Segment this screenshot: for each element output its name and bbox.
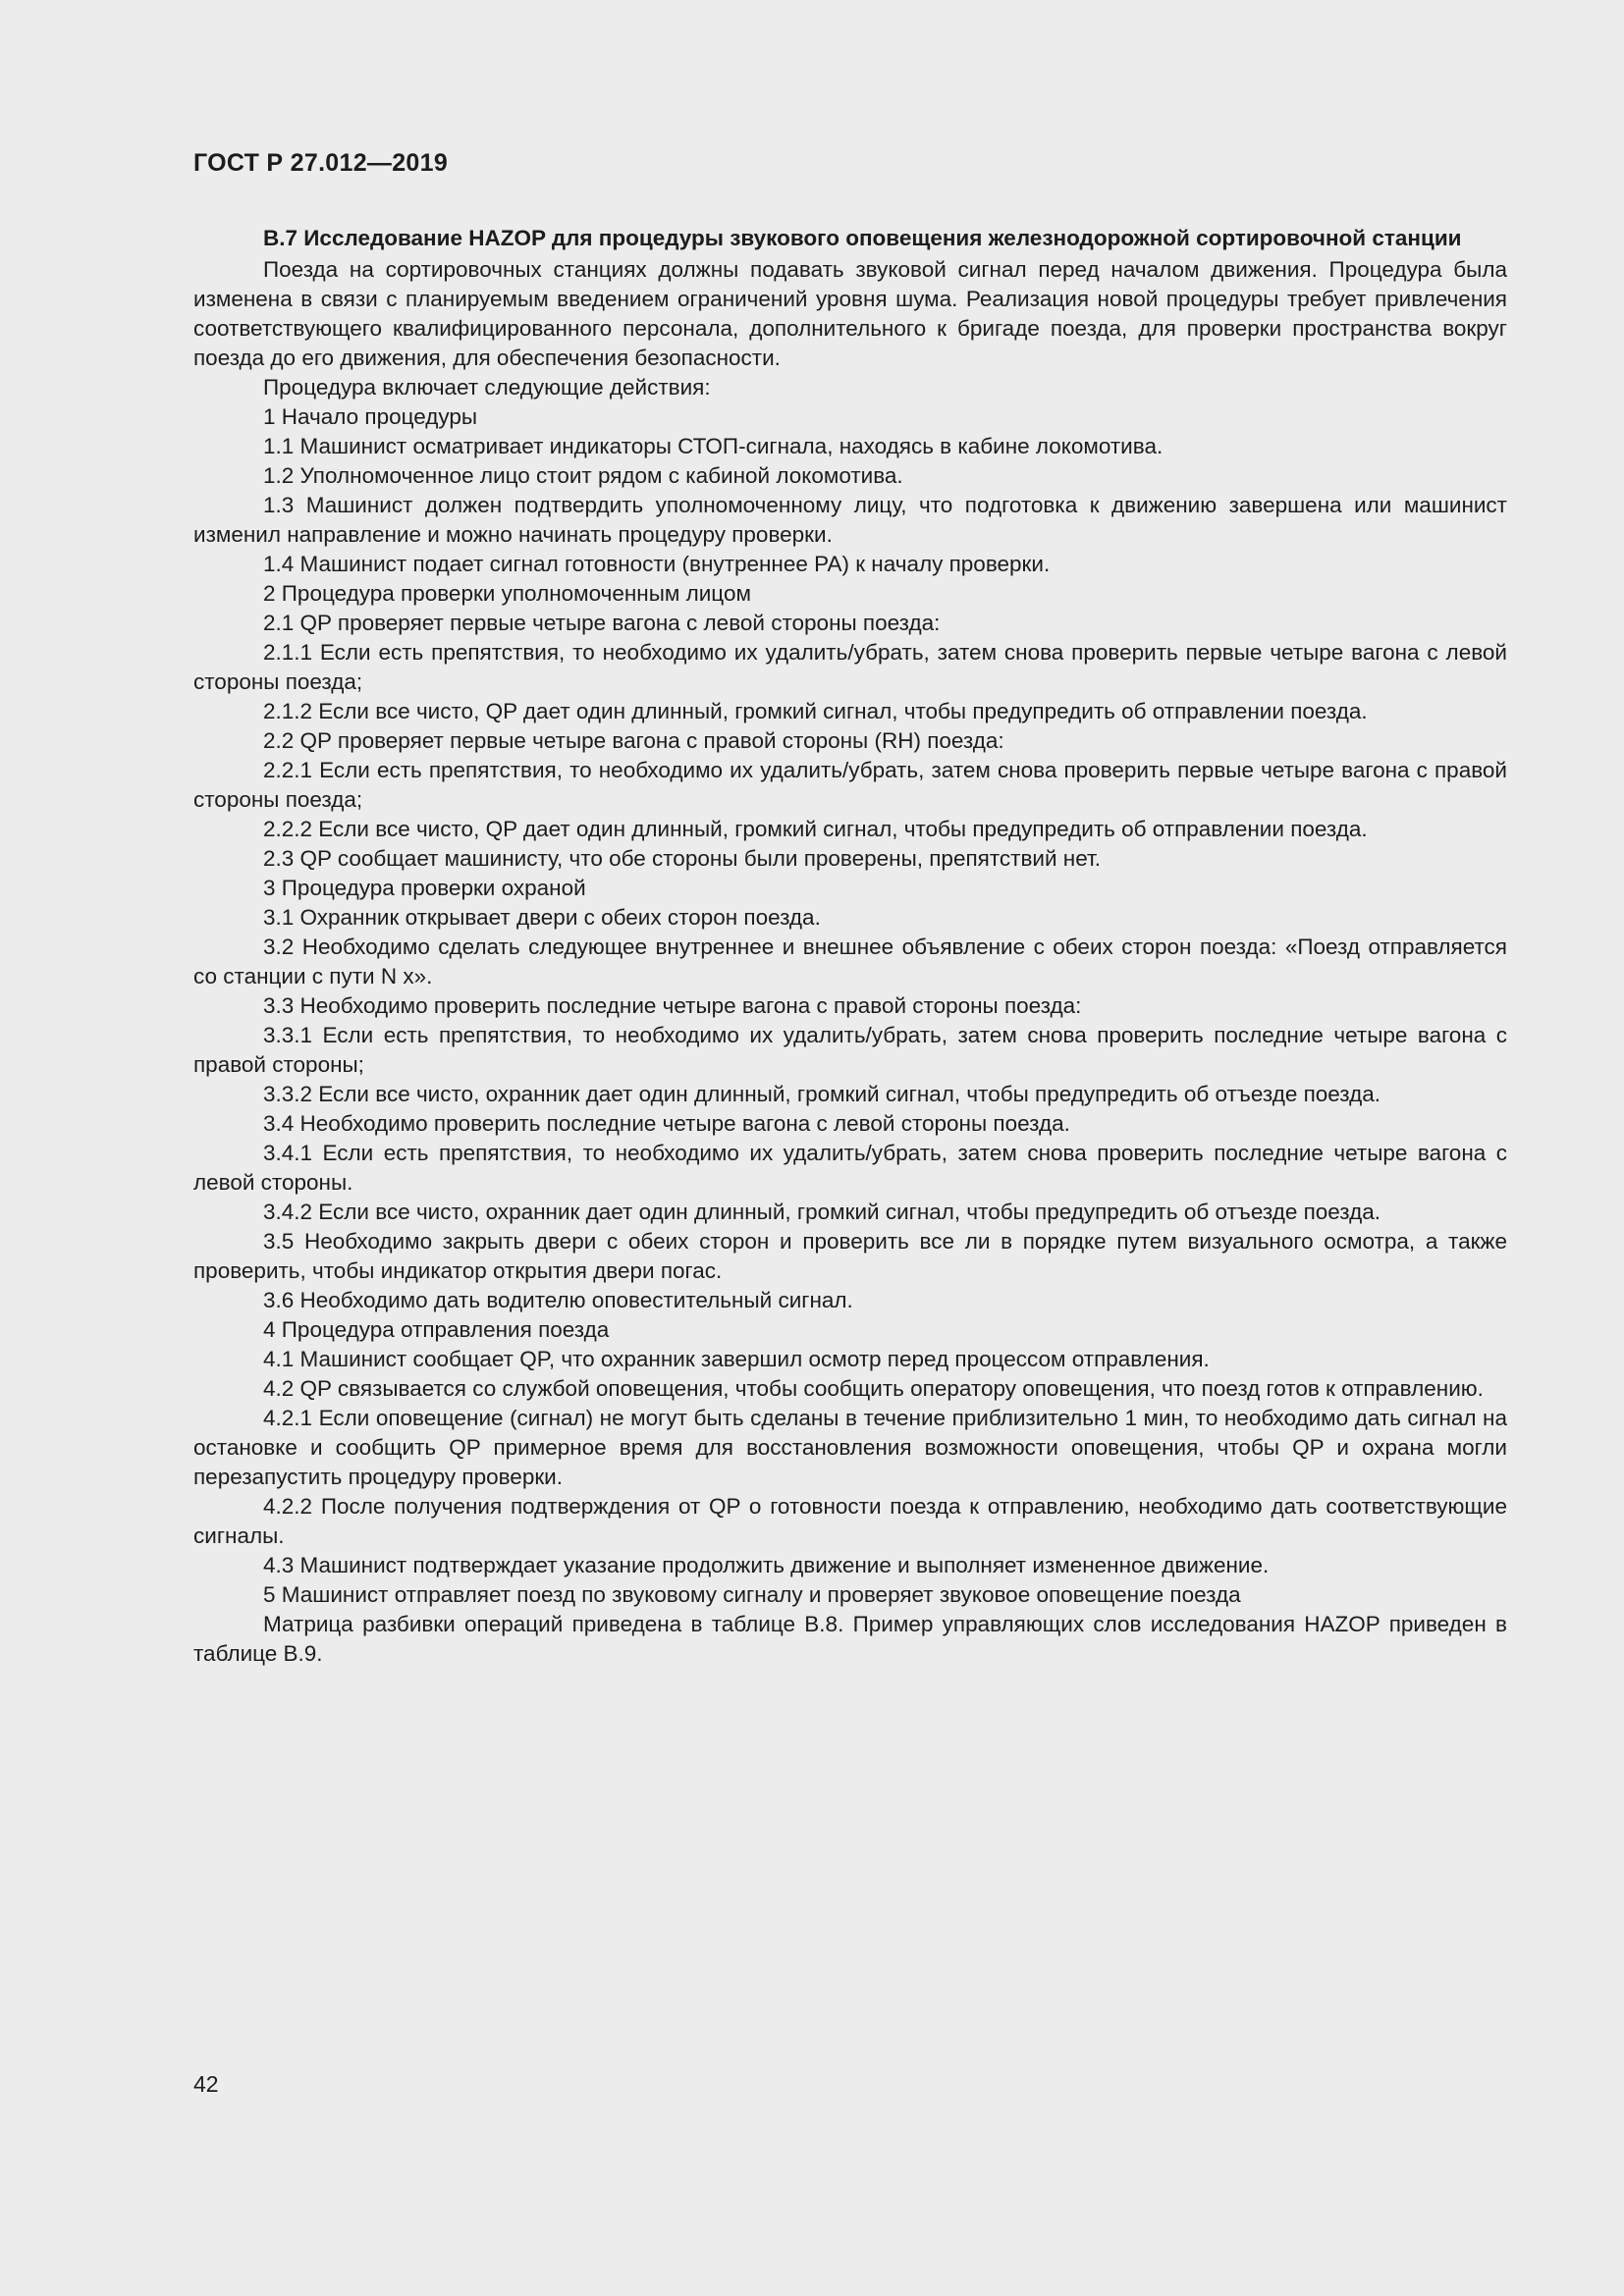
paragraph: 1.3 Машинист должен подтвердить уполномоченному лицу, что подготовка к движению завершена или машинист изменил направление и можно начинать процедуру проверки. [193,493,1507,547]
paragraph: 2.3 QP сообщает машинисту, что обе стороны были проверены, препятствий нет. [263,846,1102,871]
paragraph: 3.4.2 Если все чисто, охранник дает один длинный, громкий сигнал, чтобы предупредить об отъезде поезда. [263,1200,1381,1224]
paragraph: 3.1 Охранник открывает двери с обеих сторон поезда. [263,905,821,930]
paragraph: 1.2 Уполномоченное лицо стоит рядом с кабиной локомотива. [263,463,903,488]
paragraph: 2.1.1 Если есть препятствия, то необходимо их удалить/убрать, затем снова проверить первые четыре вагона с левой стороны поезда; [193,640,1507,694]
paragraph: 3.3.2 Если все чисто, охранник дает один длинный, громкий сигнал, чтобы предупредить об отъезде поезда. [263,1082,1381,1106]
paragraph: 2.2 QP проверяет первые четыре вагона с правой стороны (RH) поезда: [263,728,1004,753]
paragraph: 3.5 Необходимо закрыть двери с обеих сторон и проверить все ли в порядке путем визуального осмотра, а также проверить, чтобы индикатор открытия двери погас. [193,1229,1507,1283]
paragraph: 2.1 QP проверяет первые четыре вагона с левой стороны поезда: [263,611,941,635]
page-number: 42 [193,2071,219,2097]
paragraph: 3 Процедура проверки охраной [263,876,586,900]
paragraph: 3.4 Необходимо проверить последние четыре вагона с левой стороны поезда. [263,1111,1070,1136]
paragraph-list [193,255,1507,1669]
paragraph: 3.3.1 Если есть препятствия, то необходимо их удалить/убрать, затем снова проверить последние четыре вагона с правой стороны; [193,1023,1507,1077]
paragraph: 2 Процедура проверки уполномоченным лицом [263,581,751,606]
paragraph: 4.1 Машинист сообщает QP, что охранник завершил осмотр перед процессом отправления. [263,1347,1210,1371]
paragraph: 3.4.1 Если есть препятствия, то необходимо их удалить/убрать, затем снова проверить последние четыре вагона с левой стороны. [193,1141,1507,1195]
paragraph: 1 Начало процедуры [263,404,478,429]
paragraph: 3.6 Необходимо дать водителю оповестительный сигнал. [263,1288,853,1312]
paragraph: Процедура включает следующие действия: [263,375,711,400]
paragraph: 3.2 Необходимо сделать следующее внутреннее и внешнее объявление с обеих сторон поезда: «Поезд отправляется со станции с пути N x». [193,934,1507,988]
paragraph: Поезда на сортировочных станциях должны подавать звуковой сигнал перед началом движения. Процедура была изменена в связи с планируемым введением ограничений уровня шума. Реализация новой процедуры требует привлечения соответствующего квалифицированного персонала, дополнительного к бригаде поезда, для проверки пространства вокруг поезда до его движения, для обеспечения безопасности. [193,257,1507,370]
section-heading: B.7 Исследование HAZOP для процедуры звукового оповещения железнодорожной сортировочной станции [263,226,1462,250]
paragraph: 2.2.2 Если все чисто, QP дает один длинный, громкий сигнал, чтобы предупредить об отправлении поезда. [263,817,1368,841]
paragraph: 1.4 Машинист подает сигнал готовности (внутреннее PA) к началу проверки. [263,552,1051,576]
paragraph: 4 Процедура отправления поезда [263,1317,610,1342]
paragraph: 1.1 Машинист осматривает индикаторы СТОП-сигнала, находясь в кабине локомотива. [263,434,1164,458]
paragraph: 5 Машинист отправляет поезд по звуковому сигналу и проверяет звуковое оповещение поезда [263,1582,1241,1607]
document-body [193,224,1507,1669]
paragraph: 4.2 QP связывается со службой оповещения, чтобы сообщить оператору оповещения, что поезд готов к отправлению. [263,1376,1484,1401]
paragraph: 4.2.1 Если оповещение (сигнал) не могут быть сделаны в течение приблизительно 1 мин, то необходимо дать сигнал на остановке и сообщить QP примерное время для восстановления возможности оповещения, чтобы QP и охрана могли перезапустить процедуру проверки. [193,1406,1507,1489]
paragraph: 2.1.2 Если все чисто, QP дает один длинный, громкий сигнал, чтобы предупредить об отправлении поезда. [263,699,1368,723]
paragraph: 4.2.2 После получения подтверждения от QP о готовности поезда к отправлению, необходимо дать соответствующие сигналы. [193,1494,1507,1548]
paragraph: Матрица разбивки операций приведена в таблице B.8. Пример управляющих слов исследования HAZOP приведен в таблице B.9. [193,1612,1507,1666]
paragraph: 3.3 Необходимо проверить последние четыре вагона с правой стороны поезда: [263,993,1082,1018]
paragraph: 4.3 Машинист подтверждает указание продолжить движение и выполняет измененное движение. [263,1553,1270,1577]
paragraph: 2.2.1 Если есть препятствия, то необходимо их удалить/убрать, затем снова проверить первые четыре вагона с правой стороны поезда; [193,758,1507,812]
document-header-code: ГОСТ Р 27.012—2019 [193,149,449,177]
